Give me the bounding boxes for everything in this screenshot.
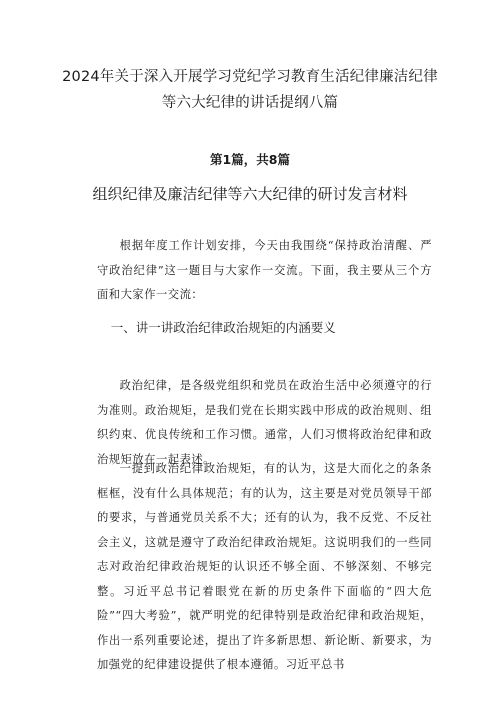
document-title: 2024年关于深入开展学习党纪学习教育生活纪律廉洁纪律等六大纪律的讲话提纲八篇 — [62, 69, 438, 111]
body-paragraph: 政治纪律，是各级党组织和党员在政治生活中必须遵守的行为准则。政治规矩，是我们党在长期实践中形成的政治规则、组织约束、优良传统和工作习惯。通常，人们习惯将政治纪律和政治规矩放在一起表述。 — [97, 379, 432, 466]
part-label: 第1篇，共8篇 — [210, 152, 290, 167]
speech-title: 组织纪律及廉洁纪律等六大纪律的研讨发言材料 — [92, 185, 408, 203]
section-heading: 一、讲一讲政治纪律政治规矩的内涵要义 — [110, 320, 336, 335]
body-paragraph: 一提到政治纪律政治规矩，有的认为，这是大而化之的条条框框，没有什么具体规范；有的认为，这主要是对党员领导干部的要求，与普通党员关系不大；还有的认为，我不反党、不反社会主义，这就是遵守了政治纪律政治规矩。这说明我们的一些同志对政治纪律政治规矩的认识还不够全面、不够深刻、不够完整。习近平总书记着眼党在新的历史条件下面临的“四大危险”“四大考验”，就严明党的纪律特别是政治纪律和政治规矩，作出一系列重要论述，提出了许多新思想、新论断、新要求，为加强党的纪律建设提供了根本遵循。习近平总书 — [97, 462, 432, 671]
intro-paragraph: 根据年度工作计划安排，今天由我围绕“保持政治清醒、严守政治纪律”这一题目与大家作一交流。下面，我主要从三个方面和大家作一交流： — [97, 239, 432, 301]
